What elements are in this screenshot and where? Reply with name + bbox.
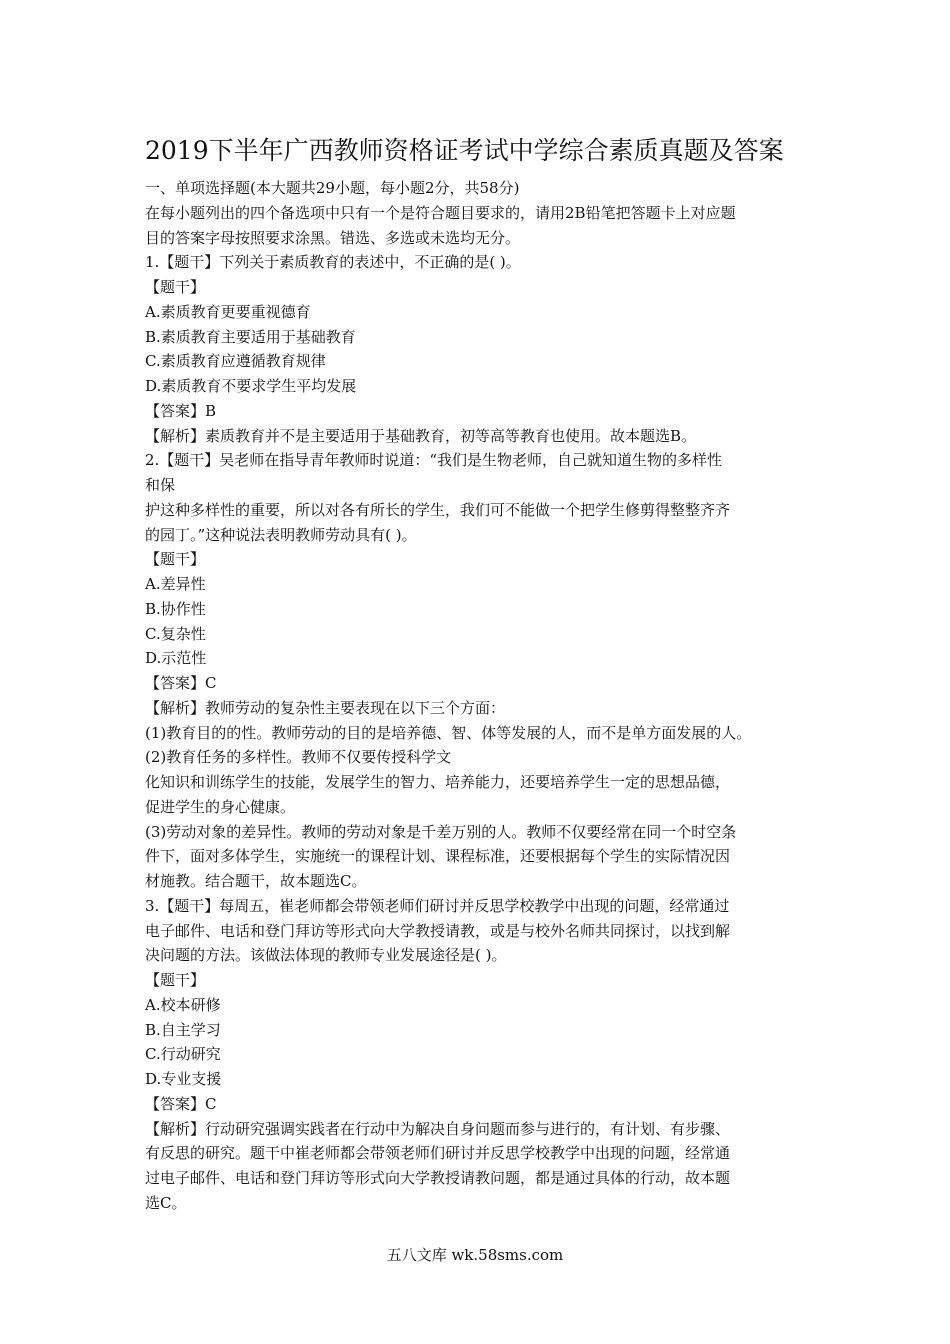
question-2-option-c: C.复杂性 bbox=[145, 624, 206, 643]
question-2-analysis: 【解析】教师劳动的复杂性主要表现在以下三个方面： bbox=[145, 698, 506, 717]
question-1-option-a: A.素质教育更要重视德育 bbox=[145, 302, 311, 321]
question-3-option-c: C.行动研究 bbox=[145, 1045, 221, 1064]
instruction-line: 目的答案字母按照要求涂黑。错选、多选或未选均无分。 bbox=[145, 228, 521, 247]
question-2-analysis: (1)教育目的的性。教师劳动的目的是培养德、智、体等发展的人，而不是单方面发展的人。 bbox=[145, 723, 752, 742]
question-1-answer: 【答案】B bbox=[145, 401, 217, 420]
question-2-stem: 2.【题干】吴老师在指导青年教师时说道：“我们是生物老师，自己就知道生物的多样性 bbox=[145, 451, 722, 470]
question-1-option-d: D.素质教育不要求学生平均发展 bbox=[145, 377, 357, 395]
question-2-stem: 和保 bbox=[145, 476, 176, 494]
question-1-option-c: C.素质教育应遵循教育规律 bbox=[145, 352, 326, 371]
question-1-analysis: 【解析】素质教育并不是主要适用于基础教育，初等高等教育也使用。故本题选B。 bbox=[145, 426, 697, 445]
question-3-analysis: 【解析】行动研究强调实践者在行动中为解决自身问题而参与进行的，有计划、有步骤、 bbox=[145, 1119, 731, 1138]
footer-watermark: 五八文库 wk.58sms.com bbox=[386, 1246, 564, 1264]
question-3-option-a: A.校本研修 bbox=[145, 995, 221, 1014]
question-3-analysis: 过电子邮件、电话和登门拜访等形式向大学教授请教问题，都是通过具体的行动，故本题 bbox=[145, 1169, 731, 1187]
question-2-option-d: D.示范性 bbox=[145, 649, 207, 668]
question-3-stem: 电子邮件、电话和登门拜访等形式向大学教授请教，或是与校外名师共同探讨，以找到解 bbox=[145, 921, 731, 940]
question-2-stem-label: 【题干】 bbox=[145, 550, 206, 569]
question-3-answer: 【答案】C bbox=[145, 1094, 217, 1113]
question-2-answer: 【答案】C bbox=[145, 674, 217, 692]
question-2-stem: 的园丁。”这种说法表明教师劳动具有( )。 bbox=[145, 525, 417, 544]
question-1-option-b: B.素质教育主要适用于基础教育 bbox=[145, 327, 356, 346]
question-2-analysis: (2)教育任务的多样性。教师不仅要传授科学文 bbox=[145, 748, 452, 767]
question-3-stem: 3.【题干】每周五，崔老师都会带领老师们研讨并反思学校教学中出现的问题，经常通过 bbox=[145, 896, 730, 915]
question-3-option-b: B.自主学习 bbox=[145, 1020, 221, 1039]
question-2-option-a: A.差异性 bbox=[145, 575, 206, 593]
question-2-analysis: 材施教。结合题干，故本题选C。 bbox=[145, 872, 367, 890]
question-2-analysis: (3)劳动对象的差异性。教师的劳动对象是千差万别的人。教师不仅要经常在同一个时空条 bbox=[145, 822, 737, 841]
question-3-analysis: 选C。 bbox=[145, 1193, 187, 1212]
question-1-stem-label: 【题干】 bbox=[145, 278, 206, 296]
question-1-stem: 1.【题干】下列关于素质教育的表述中，不正确的是( )。 bbox=[145, 253, 521, 272]
document-body bbox=[145, 176, 835, 1216]
question-2-stem: 护这种多样性的重要，所以对各有所长的学生，我们可不能做一个把学生修剪得整整齐齐 bbox=[145, 500, 731, 519]
question-2-analysis: 件下，面对多体学生，实施统一的课程计划、课程标准，还要根据每个学生的实际情况因 bbox=[145, 847, 731, 866]
question-2-analysis: 促进学生的身心健康。 bbox=[145, 797, 296, 816]
question-2-analysis: 化知识和训练学生的技能，发展学生的智力、培养能力，还要培养学生一定的思想品德， bbox=[145, 773, 731, 791]
question-3-analysis: 有反思的研究。题干中崔老师都会带领老师们研讨并反思学校教学中出现的问题，经常通 bbox=[145, 1144, 731, 1163]
question-3-option-d: D.专业支援 bbox=[145, 1070, 222, 1088]
section-heading: 一、单项选择题(本大题共29小题，每小题2分，共58分) bbox=[145, 179, 520, 197]
question-2-option-b: B.协作性 bbox=[145, 599, 206, 618]
question-3-stem-label: 【题干】 bbox=[145, 971, 206, 989]
question-3-stem: 决问题的方法。该做法体现的教师专业发展途径是( )。 bbox=[145, 946, 507, 965]
document-title: 2019下半年广西教师资格证考试中学综合素质真题及答案 bbox=[145, 136, 784, 165]
instruction-line: 在每小题列出的四个备选项中只有一个是符合题目要求的，请用2B铅笔把答题卡上对应题 bbox=[145, 203, 736, 222]
